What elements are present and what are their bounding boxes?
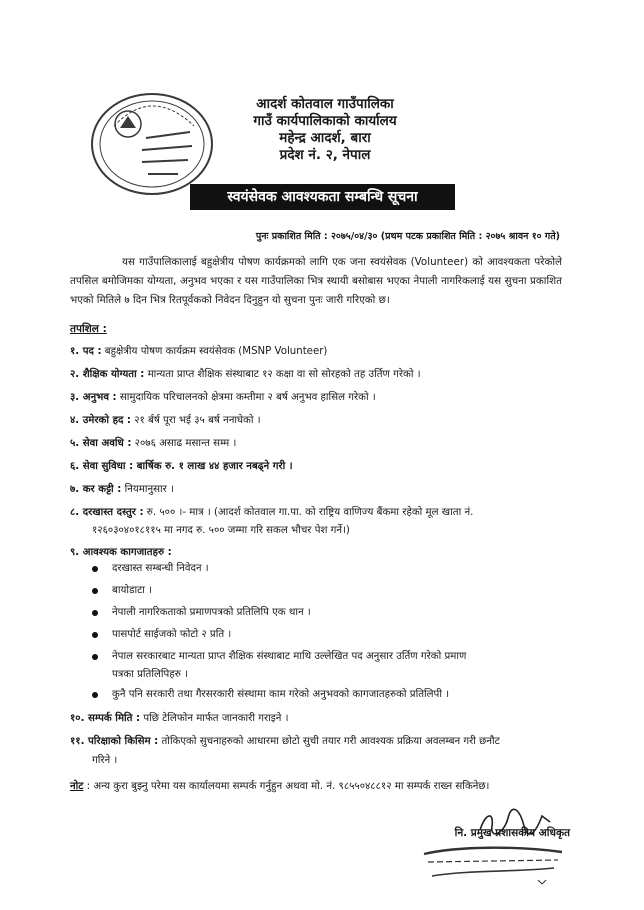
list-item: कुनै पनि सरकारी तथा गैरसरकारी संस्थामा काम गरेको अनुभवको कागजातहरुको प्रतिलिपी ।	[92, 686, 562, 704]
signatory-title: नि. प्रमुख प्रशासकीय अधिकृत	[454, 827, 570, 839]
bullet-icon	[92, 610, 98, 616]
item-text: २१ र्बर्ष पूरा भई ३५ बर्ष ननाघेको ।	[131, 415, 261, 426]
item-age-limit	[70, 412, 261, 430]
item-text: मान्यता प्राप्त शैक्षिक संस्थाबाट १२ कक्षा वा सो सोरहको तह उर्तिण गरेको ।	[144, 369, 421, 380]
office-header	[240, 96, 410, 164]
item-tax	[70, 481, 174, 499]
list-item: पासपोर्ट साईजको फोटो २ प्रति ।	[92, 626, 562, 644]
item-label: ६. सेवा सुविधा :	[70, 461, 134, 472]
item-exam-type-cont: गरिने ।	[92, 755, 118, 766]
item-label: १०. सम्पर्क मिति :	[70, 713, 141, 724]
item-education	[70, 366, 421, 384]
item-experience	[70, 389, 376, 407]
header-line-2: गाउँ कार्यपालिकाको कार्यालय	[253, 113, 397, 129]
bullet-icon	[92, 654, 98, 660]
item-label: ८. दरखास्त दस्तुर :	[70, 507, 144, 518]
note	[70, 778, 489, 796]
item-label: ११. परिक्षाको किसिम :	[70, 736, 159, 747]
item-text: बार्षिक रु. १ लाख ४४ हजार नबढ्ने गरी ।	[133, 461, 293, 472]
item-contact-date	[70, 710, 289, 728]
header-line-3: महेन्द्र आदर्श, बारा	[279, 130, 371, 146]
item-label: १. पद :	[70, 346, 102, 357]
republished-date: पुनः प्रकाशित मिति : २०७५/०४/३० (प्रथम पटक प्रकाशित मिति : २०७५ श्रावन १० गते)	[255, 231, 560, 242]
item-text: तोकिएको सुचनाहरुको आधारमा छोटो सुची तयार गरी आवश्यक प्रक्रिया अवलम्बन गरी छनौट	[158, 736, 500, 747]
note-label: नोट	[70, 781, 84, 792]
bullet-icon	[92, 692, 98, 698]
item-application-fee	[70, 504, 473, 522]
item-benefits	[70, 458, 293, 476]
list-item: नेपाल सरकारबाट मान्यता प्राप्त शैक्षिक संस्थाबाट माथि उल्लेखित पद अनुसार उर्तिण गरेको प्रमाण पत्रका प्रतिलिपिहरु ।	[92, 648, 562, 684]
header-line-1: आदर्श कोतवाल गाउँपालिका	[256, 96, 394, 112]
note-text: : अन्य कुरा बुझ्नु परेमा यस कार्यालयमा सम्पर्क गर्नुहुन अथवा मो. नं. ९८५५०४८८१२ मा सम्पर्क राख्न सकिनेछ।	[83, 781, 490, 792]
header-line-4: प्रदेश नं. २, नेपाल	[279, 147, 371, 163]
list-item-cont: पत्रका प्रतिलिपिहरु ।	[112, 669, 188, 680]
tapasil-heading: तपशिल :	[70, 323, 107, 335]
bullet-icon	[92, 588, 98, 594]
item-label: ३. अनुभव :	[70, 392, 117, 403]
item-text: पछि टेलिफोन मार्फत जानकारी गराइने ।	[140, 713, 289, 724]
bullet-icon	[92, 566, 98, 572]
bullet-icon	[92, 632, 98, 638]
item-label: २. शैक्षिक योग्यता :	[70, 369, 145, 380]
item-service-period	[70, 435, 236, 453]
item-exam-type	[70, 733, 500, 751]
item-text: नियमानुसार ।	[121, 484, 174, 495]
list-item: दरखास्त सम्बन्धी निवेदन ।	[92, 560, 562, 578]
list-item: नेपाली नागरिकताको प्रमाणपत्रको प्रतिलिपि एक थान ।	[92, 604, 562, 622]
item-label: ९. आवश्यक कागजातहरु :	[70, 547, 172, 558]
item-label: ७. कर कट्टी :	[70, 484, 122, 495]
list-item: बायोडाटा ।	[92, 582, 562, 600]
item-text: बहुक्षेत्रीय पोषण कार्यक्रम स्वयंसेवक (MSNP Volunteer)	[101, 346, 328, 357]
item-application-fee-cont: १२६०३०४०१८११५ मा नगद रु. ५०० जम्मा गरि सकल भौचर पेश गर्ने।)	[92, 525, 350, 536]
item-text: रु. ५०० ।- मात्र । (आदर्श कोतवाल गा.पा. को राष्ट्रिय वाणिज्य बैंकमा रहेको मूल खाता नं.	[143, 507, 474, 518]
item-label: ५. सेवा अवधि :	[70, 438, 132, 449]
item-label: ४. उमेरको हद :	[70, 415, 132, 426]
officer-stamp	[418, 840, 568, 888]
notice-title: स्वयंसेवक आवश्यकता सम्बन्धि सूचना	[190, 184, 455, 210]
item-text: सामुदायिक परिचालनको क्षेत्रमा कम्तीमा २ बर्ष अनुभव हासिल गरेको ।	[116, 392, 376, 403]
item-post	[70, 343, 327, 361]
intro-paragraph: यस गाउँपालिकालाई बहुक्षेत्रीय पोषण कार्यक्रमको लागि एक जना स्वयंसेवक (Volunteer) को आवश्यकता परेकोले तपसिल बमोजिमका योग्यता, अनुभव भएका र यस गाउँपालिका भित्र स्थायी बसोबास भएका नेपाली नागरिकलाई यस सुचना प्रकाशित भएको मितिले ७ दिन भित्र रितपूर्वकको निवेदन दिनुहुन यो सुचना पुनः जारी गरिएको छ।	[70, 256, 562, 306]
item-text: २०७६ असाढ मसान्त सम्म ।	[131, 438, 237, 449]
